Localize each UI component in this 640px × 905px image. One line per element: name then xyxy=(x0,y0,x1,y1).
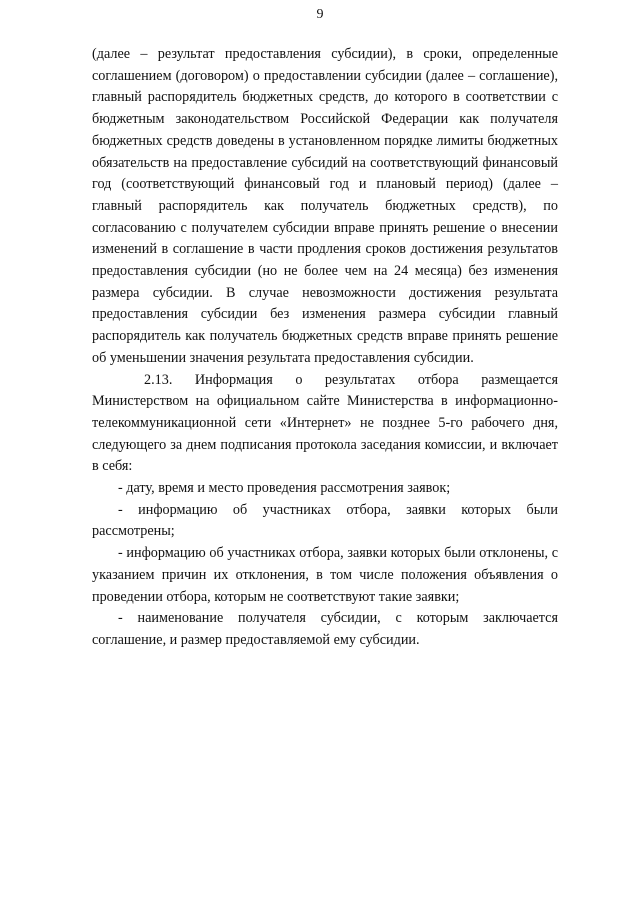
list-item-reviewed-participants: - информацию об участниках отбора, заявки которых были рассмотрены; xyxy=(92,501,558,540)
document-body xyxy=(92,44,558,652)
list-item-rejected-participants: - информацию об участниках отбора, заявки которых были отклонены, с указанием причин их отклонения, в том числе положения объявления о проведении отбора, которым не соответствуют такие заявки; xyxy=(92,545,558,605)
list-item-subsidy-recipient: - наименование получателя субсидии, с которым заключается соглашение, и размер предоставляемой ему субсидии. xyxy=(92,610,558,648)
paragraph-2-13: 2.13. Информация о результатах отбора размещается Министерством на официальном сайте Министерства в информационно-телекоммуникационной сети «Интернет» не позднее 5-го рабочего дня, следующего за днем подписания протокола заседания комиссии, и включает в себя: xyxy=(92,371,558,475)
list-item-date-time-place: - дату, время и место проведения рассмотрения заявок; xyxy=(118,480,451,497)
paragraph-subsidy-terms: (далее – результат предоставления субсидии), в сроки, определенные соглашением (договором) о предоставлении субсидии (далее – соглашение), главный распорядитель бюджетных средств, до которого в соответствии с бюджетным законодательством Российской Федерации как получателя бюджетных средств доведены в установленном порядке лимиты бюджетных обязательств на предоставление субсидий на соответствующий финансовый год (соответствующий финансовый год и плановый период) (далее – главный распорядитель как получатель бюджетных средств), по согласованию с получателем субсидии вправе принять решение о внесении изменений в соглашение в части продления сроков достижения результатов предоставления субсидии (но не более чем на 24 месяца) без изменения размера субсидии. В случае невозможности достижения результата предоставления субсидии без изменения размера субсидии главный распорядитель как получатель бюджетных средств вправе принять решение об уменьшении значения результата предоставления субсидии. xyxy=(92,46,558,366)
page-number: 9 xyxy=(316,7,324,22)
